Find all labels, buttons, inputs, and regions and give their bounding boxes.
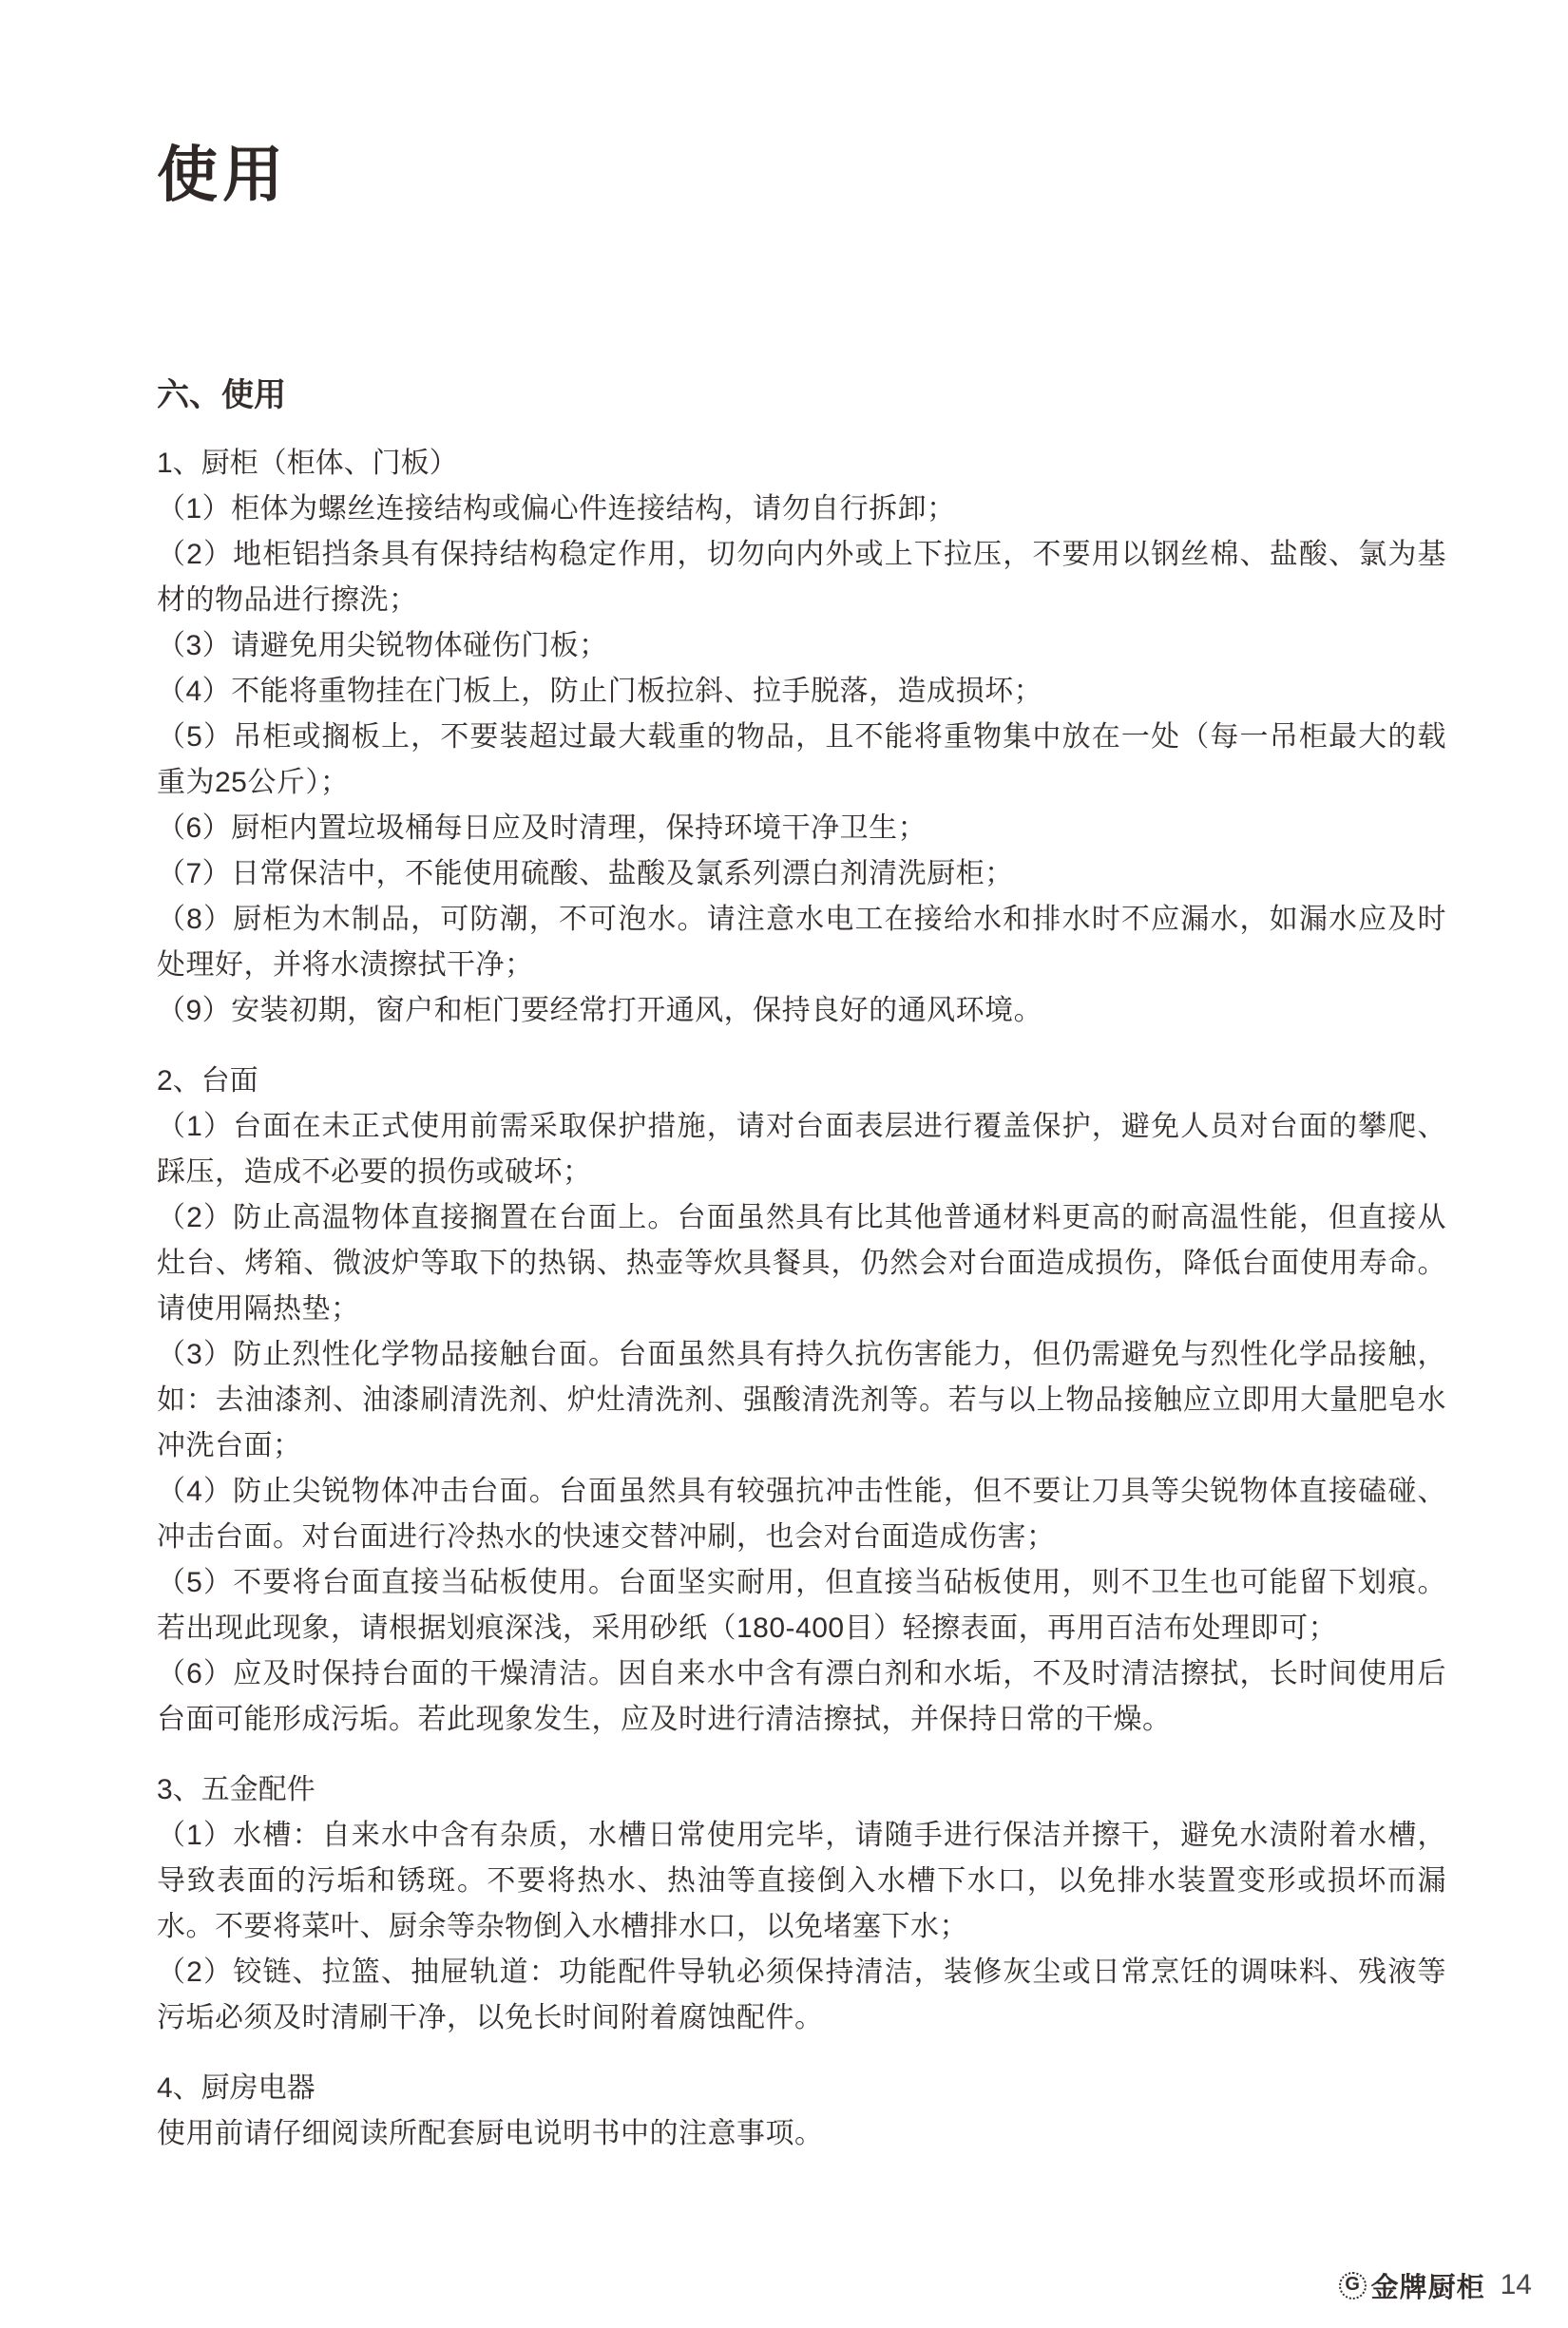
hardware-item-2: （2）铰链、拉篮、抽屉轨道：功能配件导轨必须保持清洁，装修灰尘或日常烹饪的调味料、残液等污垢必须及时清刷干净，以免长时间附着腐蚀配件。 (157, 1956, 1446, 2033)
page-number: 14 (1500, 2269, 1532, 2300)
countertop-item-5: （5）不要将台面直接当砧板使用。台面坚实耐用，但直接当砧板使用，则不卫生也可能留下划痕。若出现此现象，请根据划痕深浅，采用砂纸（180-400目）轻擦表面，再用百洁布处理即可； (157, 1567, 1446, 1644)
brand (1339, 2266, 1485, 2305)
section-heading: 六、使用 (157, 377, 286, 413)
document-page (157, 0, 1446, 2157)
brand-logo-icon (1339, 2272, 1367, 2299)
subsection-heading-countertop: 2、台面 (157, 1065, 258, 1097)
page-footer (1339, 2267, 1532, 2303)
section-cabinet (157, 441, 1446, 1034)
countertop-item-4: （4）防止尖锐物体冲击台面。台面虽然具有较强抗冲击性能，但不要让刀具等尖锐物体直接磕碰、冲击台面。对台面进行冷热水的快速交替冲刷，也会对台面造成伤害； (157, 1476, 1446, 1553)
hardware-item-1: （1）水槽：自来水中含有杂质，水槽日常使用完毕，请随手进行保洁并擦干，避免水渍附着水槽，导致表面的污垢和锈斑。不要将热水、热油等直接倒入水槽下水口，以免排水装置变形或损坏而漏水。不要将菜叶、厨余等杂物倒入水槽排水口，以免堵塞下水； (157, 1820, 1446, 1942)
cabinet-item-2: （2）地柜铝挡条具有保持结构稳定作用，切勿向内外或上下拉压，不要用以钢丝棉、盐酸、氯为基材的物品进行擦洗； (157, 539, 1446, 616)
countertop-item-6: （6）应及时保持台面的干燥清洁。因自来水中含有漂白剂和水垢，不及时清洁擦拭，长时间使用后台面可能形成污垢。若此现象发生，应及时进行清洁擦拭，并保持日常的干燥。 (157, 1658, 1446, 1735)
section-hardware (157, 1767, 1446, 2041)
cabinet-item-7: （7）日常保洁中，不能使用硫酸、盐酸及氯系列漂白剂清洗厨柜； (157, 858, 1014, 889)
cabinet-item-5: （5）吊柜或搁板上，不要装超过最大载重的物品，且不能将重物集中放在一处（每一吊柜最大的载重为25公斤）； (157, 721, 1446, 798)
section-appliances (157, 2066, 1446, 2157)
cabinet-item-1: （1）柜体为螺丝连接结构或偏心件连接结构，请勿自行拆卸； (157, 493, 956, 525)
page-title: 使用 (157, 141, 288, 209)
brand-logo-letter: G (1345, 2274, 1360, 2295)
subsection-heading-cabinet: 1、厨柜（柜体、门板） (157, 448, 458, 479)
subsection-heading-appliances: 4、厨房电器 (157, 2072, 316, 2104)
brand-name: 金牌厨柜 (1370, 2272, 1485, 2303)
cabinet-item-6: （6）厨柜内置垃圾桶每日应及时清理，保持环境干净卫生； (157, 812, 927, 844)
cabinet-item-8: （8）厨柜为木制品，可防潮，不可泡水。请注意水电工在接给水和排水时不应漏水，如漏水应及时处理好，并将水渍擦拭干净； (157, 904, 1446, 981)
countertop-item-3: （3）防止烈性化学物品接触台面。台面虽然具有持久抗伤害能力，但仍需避免与烈性化学品接触，如：去油漆剂、油漆刷清洗剂、炉灶清洗剂、强酸清洗剂等。若与以上物品接触应立即用大量肥皂水冲洗台面； (157, 1339, 1446, 1461)
countertop-item-2: （2）防止高温物体直接搁置在台面上。台面虽然具有比其他普通材料更高的耐高温性能，但直接从灶台、烤箱、微波炉等取下的热锅、热壶等炊具餐具，仍然会对台面造成损伤，降低台面使用寿命。请使用隔热垫； (157, 1202, 1446, 1325)
cabinet-item-9: （9）安装初期，窗户和柜门要经常打开通风，保持良好的通风环境。 (157, 995, 1043, 1026)
subsection-heading-hardware: 3、五金配件 (157, 1774, 316, 1805)
appliances-item-1: 使用前请仔细阅读所配套厨电说明书中的注意事项。 (157, 2118, 824, 2149)
cabinet-item-3: （3）请避免用尖锐物体碰伤门板； (157, 630, 608, 661)
countertop-item-1: （1）台面在未正式使用前需采取保护措施，请对台面表层进行覆盖保护，避免人员对台面的攀爬、踩压，造成不必要的损伤或破坏； (157, 1111, 1446, 1188)
section-countertop (157, 1059, 1446, 1743)
cabinet-item-4: （4）不能将重物挂在门板上，防止门板拉斜、拉手脱落，造成损坏； (157, 676, 1043, 707)
